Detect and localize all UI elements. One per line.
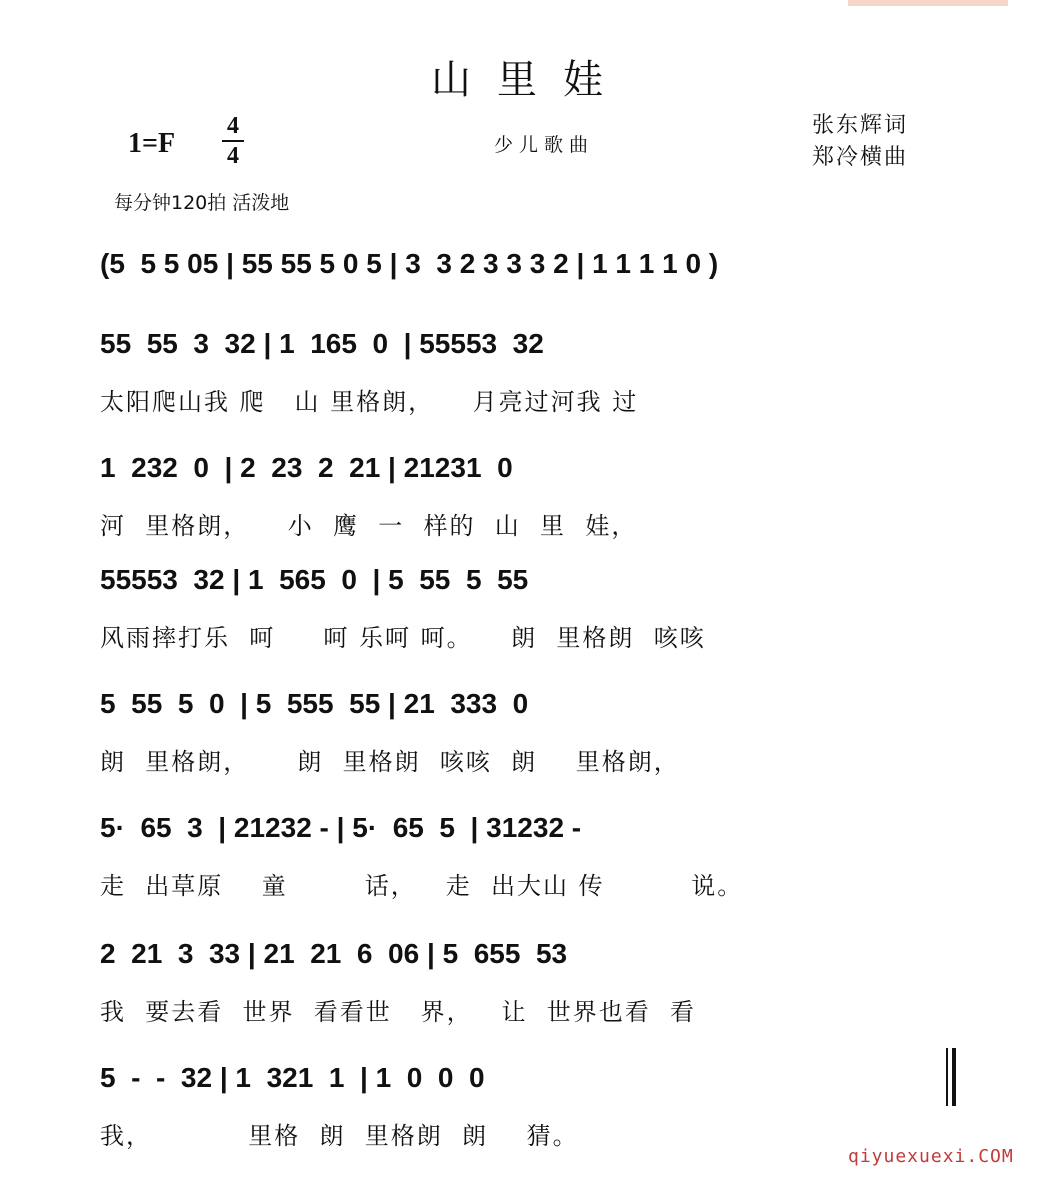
lyrics-line: 我 要去看 世界 看看世 界， 让 世界也看 看 <box>100 998 697 1026</box>
notation-line: (5 5 5 05 | 55 55 5 0 5 | 3 3 2 3 3 3 2 | 1 1 1 1 0 ) <box>100 248 719 279</box>
watermark: qiyuexuexi.COM <box>848 1146 1014 1167</box>
time-signature-top: 4 <box>227 113 239 139</box>
lyrics-line: 走 出草原 童 话， 走 出大山 传 说。 <box>100 872 744 900</box>
lyrics-line: 太阳爬山我 爬 山 里格朗， 月亮过河我 过 <box>100 388 639 416</box>
final-barline-thick <box>952 1048 956 1106</box>
lyrics-line: 朗 里格朗， 朗 里格朗 咳咳 朗 里格朗， <box>100 748 680 776</box>
time-signature <box>218 114 248 168</box>
notation-line: 5· 65 3 | 21232 - | 5· 65 5 | 31232 - <box>100 812 582 843</box>
top-decoration <box>848 0 1008 6</box>
notation-line: 55553 32 | 1 565 0 | 5 55 5 55 <box>100 564 529 595</box>
notation-line: 2 21 3 33 | 21 21 6 06 | 5 655 53 <box>100 938 568 969</box>
lyricist: 张东辉词 <box>812 113 909 138</box>
time-signature-bottom: 4 <box>227 143 239 169</box>
notation-line: 5 55 5 0 | 5 555 55 | 21 333 0 <box>100 688 529 719</box>
time-signature-line <box>222 140 244 142</box>
composer: 郑冷横曲 <box>812 145 909 170</box>
notation-line: 55 55 3 32 | 1 165 0 | 55553 32 <box>100 328 544 359</box>
lyrics-line: 风雨摔打乐 呵 呵 乐呵 呵。 朗 里格朗 咳咳 <box>100 624 706 652</box>
notation-line: 5 - - 32 | 1 321 1 | 1 0 0 0 <box>100 1062 485 1093</box>
genre-label: 少儿歌曲 <box>494 134 595 156</box>
credits <box>812 110 908 174</box>
lyrics-line: 河 里格朗， 小 鹰 一 样的 山 里 娃， <box>100 512 638 540</box>
key-signature: 1=F <box>128 128 176 159</box>
lyrics-line: 我， 里格 朗 里格朗 朗 猜。 <box>100 1122 579 1150</box>
song-title: 山里娃 <box>431 57 629 103</box>
tempo-marking: 每分钟120拍 活泼地 <box>114 192 290 214</box>
notation-line: 1 232 0 | 2 23 2 21 | 21231 0 <box>100 452 513 483</box>
final-barline-thin <box>946 1048 948 1106</box>
